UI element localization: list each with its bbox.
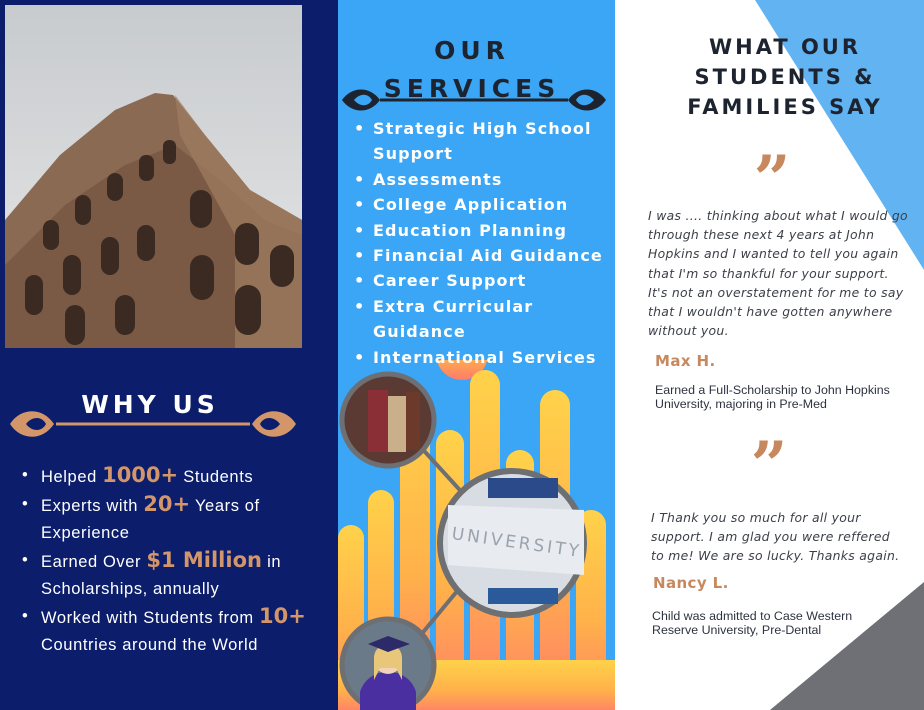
decorative-graphics: [338, 360, 615, 710]
testimonial-quote: I Thank you so much for all your support. I am glad you were reffered to me! We are so lucky. Thanks again.: [651, 510, 900, 564]
services-panel: [338, 0, 615, 710]
service-item: • College Application: [354, 192, 612, 217]
services-heading: OUR SERVICES: [383, 36, 561, 103]
testimonial-quote: I was .... thinking about what I would go through these next 4 years at John Hopkins and I wanted to tell you again that I'm so thankful for your support. It's not an overstatement for me to say that I wouldn't have gotten anywhere without you.: [648, 208, 908, 339]
testimonial-author: Max H.: [655, 352, 716, 370]
service-item: • International Services: [354, 345, 612, 370]
list-item: • Worked with Students from 10+ Countries around the World: [22, 603, 322, 659]
divider-ornament: [340, 80, 608, 120]
service-item: • Assessments: [354, 167, 612, 192]
service-item: • Extra Curricular Guidance: [354, 294, 612, 345]
list-item: • Earned Over $1 Million in Scholarships, annually: [22, 547, 322, 603]
quote-icon: ”: [750, 428, 788, 503]
university-sign-text: UNIVERSITY: [450, 524, 583, 563]
service-item: • Career Support: [354, 268, 612, 293]
why-us-panel: [0, 0, 338, 710]
list-item: • Helped 1000+ Students: [22, 462, 322, 491]
service-item: • Financial Aid Guidance: [354, 243, 612, 268]
why-us-list: [22, 462, 322, 659]
colosseum-photo: [5, 5, 302, 348]
testimonial-detail: Child was admitted to Case Western Reserve University, Pre-Dental: [652, 609, 853, 637]
services-list: [354, 116, 612, 370]
list-item: • Experts with 20+ Years of Experience: [22, 491, 322, 547]
service-item: • Education Planning: [354, 218, 612, 243]
divider-ornament: [6, 398, 300, 450]
testimonial-detail: Earned a Full-Scholarship to John Hopkins University, majoring in Pre-Med: [655, 383, 890, 411]
testimonials-panel: [615, 0, 924, 710]
quote-icon: ”: [753, 142, 791, 217]
service-item: • Strategic High School Support: [354, 116, 612, 167]
testimonials-heading: WHAT OUR STUDENTS & FAMILIES SAY: [687, 35, 883, 119]
testimonial-author: Nancy L.: [653, 574, 729, 592]
why-us-heading: WHY US: [81, 390, 219, 419]
